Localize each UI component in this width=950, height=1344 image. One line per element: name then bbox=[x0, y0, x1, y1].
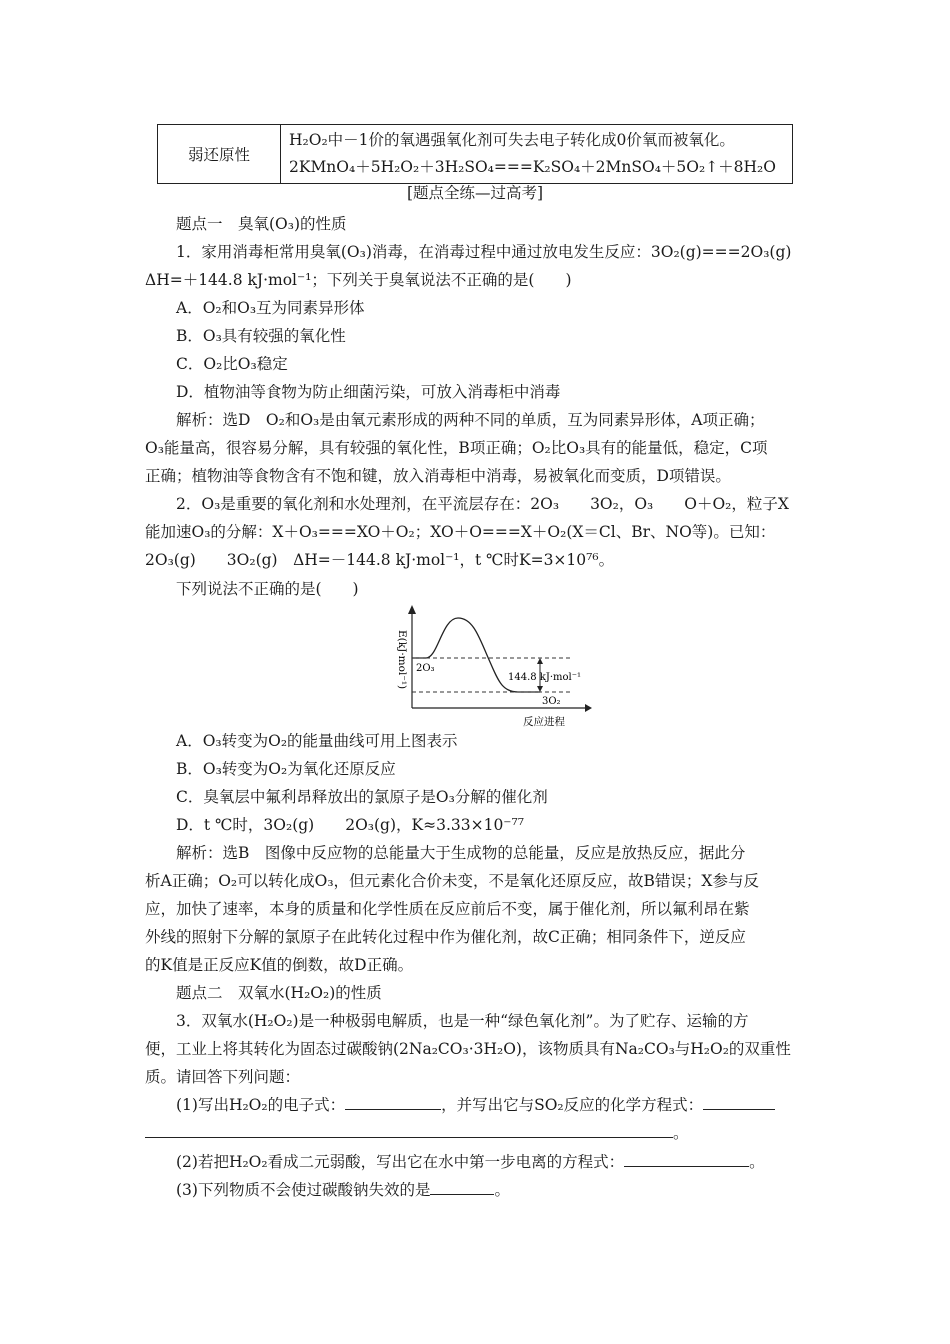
q3-part-2-prompt: (2)若把H₂O₂看成二元弱酸，写出它在水中第一步电离的方程式： bbox=[176, 1153, 625, 1171]
q1-stem-line-2: ΔH=＋144.8 kJ·mol⁻¹；下列关于臭氧说法不正确的是( ) bbox=[145, 271, 572, 289]
q1-option-d: D．植物油等食物为防止细菌污染，可放入消毒柜中消毒 bbox=[176, 383, 561, 401]
q2-option-d: D．t ℃时，3O₂(g) 2O₃(g)，K≈3.33×10⁻⁷⁷ bbox=[176, 816, 524, 834]
q1-explanation-line-1: 解析：选D O₂和O₃是由氧元素形成的两种不同的单质，互为同素异形体，A项正确； bbox=[176, 411, 765, 429]
delta-arrow-head-up bbox=[537, 658, 543, 664]
x-axis-arrow bbox=[585, 704, 592, 712]
q1-explanation-line-3: 正确；植物油等食物含有不饱和键，放入消毒柜中消毒，易被氧化而变质，D项错误。 bbox=[145, 467, 731, 485]
q2-option-a: A．O₃转变为O₂的能量曲线可用上图表示 bbox=[176, 732, 458, 750]
answer-blank-so2-equation[interactable] bbox=[145, 1121, 673, 1138]
property-name: 弱还原性 bbox=[158, 125, 281, 184]
q3-stem-line-3: 质。请回答下列问题： bbox=[145, 1068, 301, 1086]
topic-1-title: 题点一 臭氧(O₃)的性质 bbox=[176, 215, 347, 233]
q1-stem-line-1: 1．家用消毒柜常用臭氧(O₃)消毒，在消毒过程中通过放电发生反应：3O₂(g)===2O₃(g) bbox=[176, 243, 792, 261]
reactant-label: 2O₃ bbox=[416, 663, 435, 674]
q2-stem-line-2: 能加速O₃的分解：X＋O₃===XO＋O₂；XO＋O===X＋O₂(X＝Cl、Br、NO等)。已知： bbox=[145, 523, 776, 541]
q3-part-1-continuation bbox=[145, 1119, 689, 1147]
energy-diagram bbox=[390, 600, 595, 728]
q2-explanation-line-5: 的K值是正反应K值的倒数，故D正确。 bbox=[145, 956, 414, 974]
q2-prompt: 下列说法不正确的是( ) bbox=[176, 580, 359, 598]
property-table bbox=[157, 124, 793, 184]
period: 。 bbox=[673, 1124, 689, 1142]
q2-option-c: C．臭氧层中氟利昂释放出的氯原子是O₃分解的催化剂 bbox=[176, 788, 548, 806]
answer-blank-ionization[interactable] bbox=[624, 1150, 749, 1167]
delta-label: 144.8 kJ·mol⁻¹ bbox=[508, 672, 582, 683]
q3-part-1-prompt-a: (1)写出H₂O₂的电子式： bbox=[176, 1096, 346, 1114]
q2-explanation-line-2: 析A正确；O₂可以转化成O₃，但元素化合价未变，不是氧化还原反应，故B错误；X参与反 bbox=[145, 872, 759, 890]
q1-explanation-line-2: O₃能量高，很容易分解，具有较强的氧化性，B项正确；O₂比O₃具有的能量低，稳定，C项 bbox=[145, 439, 768, 457]
property-line-1: H₂O₂中－1价的氧遇强氧化剂可失去电子转化成0价氧而被氧化。 bbox=[289, 131, 735, 149]
q3-part-3 bbox=[176, 1176, 510, 1204]
x-axis-label: 反应进程 bbox=[523, 716, 565, 728]
q3-part-1 bbox=[176, 1091, 775, 1119]
q1-option-c: C．O₂比O₃稳定 bbox=[176, 355, 288, 373]
answer-blank-electron-formula[interactable] bbox=[345, 1093, 441, 1110]
period: 。 bbox=[494, 1181, 510, 1199]
y-axis-label: E(kJ·mol⁻¹) bbox=[396, 630, 408, 690]
answer-blank-substance[interactable] bbox=[430, 1178, 494, 1195]
topic-2-title: 题点二 双氧水(H₂O₂)的性质 bbox=[176, 984, 382, 1002]
period: 。 bbox=[749, 1153, 765, 1171]
table-row bbox=[158, 125, 793, 184]
product-label: 3O₂ bbox=[542, 696, 561, 707]
q3-part-2 bbox=[176, 1148, 765, 1176]
delta-arrow-head-down bbox=[537, 686, 543, 692]
q2-option-b: B．O₃转变为O₂为氧化还原反应 bbox=[176, 760, 396, 778]
q3-part-1-prompt-b: ，并写出它与SO₂反应的化学方程式： bbox=[441, 1096, 704, 1114]
q1-option-b: B．O₃具有较强的氧化性 bbox=[176, 327, 346, 345]
q2-explanation-line-4: 外线的照射下分解的氯原子在此转化过程中作为催化剂，故C正确；相同条件下，逆反应 bbox=[145, 928, 746, 946]
section-header: [题点全练—过高考] bbox=[406, 184, 544, 202]
q3-part-3-prompt: (3)下列物质不会使过碳酸钠失效的是 bbox=[176, 1181, 431, 1199]
q2-stem-line-1: 2．O₃是重要的氧化剂和水处理剂，在平流层存在：2O₃ 3O₂，O₃ O＋O₂，粒子X bbox=[176, 495, 789, 513]
answer-blank-so2-equation-start[interactable] bbox=[703, 1093, 775, 1110]
q2-explanation-line-3: 应，加快了速率，本身的质量和化学性质在反应前后不变，属于催化剂，所以氟利昂在紫 bbox=[145, 900, 750, 918]
q1-option-a: A．O₂和O₃互为同素异形体 bbox=[176, 299, 365, 317]
property-equation: 2KMnO₄＋5H₂O₂＋3H₂SO₄===K₂SO₄＋2MnSO₄＋5O₂↑＋8H₂O bbox=[289, 158, 776, 176]
q3-stem-line-2: 便，工业上将其转化为固态过碳酸钠(2Na₂CO₃·3H₂O)，该物质具有Na₂CO₃与H₂O₂的双重性 bbox=[145, 1040, 791, 1058]
q2-explanation-line-1: 解析：选B 图像中反应物的总能量大于生成物的总能量，反应是放热反应，据此分 bbox=[176, 844, 746, 862]
property-description bbox=[281, 125, 793, 184]
q3-stem-line-1: 3．双氧水(H₂O₂)是一种极弱电解质，也是一种“绿色氧化剂”。为了贮存、运输的方 bbox=[176, 1012, 749, 1030]
y-axis-arrow bbox=[408, 605, 416, 614]
q2-stem-line-3: 2O₃(g) 3O₂(g) ΔH=－144.8 kJ·mol⁻¹，t ℃时K=3×10⁷⁶。 bbox=[145, 551, 615, 569]
